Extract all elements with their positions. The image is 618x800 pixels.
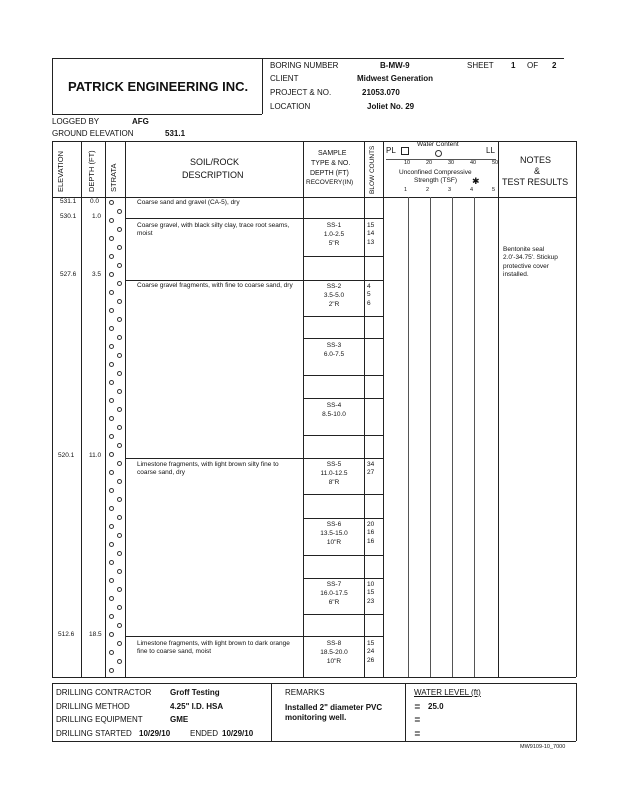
sample-block: [305, 222, 363, 248]
location-label: LOCATION: [270, 102, 311, 111]
strata-gravel-symbol: [109, 380, 114, 385]
sample-header-line4: RECOVERY(IN): [306, 179, 354, 186]
client-value: Midwest Generation: [357, 74, 434, 83]
remarks-label: REMARKS: [285, 688, 325, 697]
blow-counts-header: BLOW COUNTS: [369, 145, 376, 194]
strata-gravel-symbol: [109, 344, 114, 349]
strata-gravel-symbol: [117, 641, 122, 646]
sample-header-line3: DEPTH (FT): [310, 170, 349, 177]
strata-gravel-symbol: [117, 407, 122, 412]
sheet-label: SHEET: [467, 61, 494, 70]
scale-tick-label: 5: [492, 187, 496, 193]
sheet-total: 2: [552, 61, 557, 70]
strata-gravel-symbol: [109, 200, 114, 205]
scale-tick-label: 40: [470, 160, 477, 166]
strata-gravel-symbol: [109, 290, 114, 295]
strata-gravel-symbol: [109, 452, 114, 457]
location-value: Joliet No. 29: [367, 102, 415, 111]
strata-gravel-symbol: [117, 371, 122, 376]
blow-count: 4: [367, 283, 371, 290]
elevation-header: ELEVATION: [56, 151, 65, 192]
blow-count: 10: [367, 581, 375, 588]
pl-label: PL: [386, 146, 396, 155]
scale-tick-label: 10: [404, 160, 411, 166]
blow-counts: [367, 461, 383, 478]
strata-gravel-symbol: [117, 551, 122, 556]
blow-count: 23: [367, 597, 375, 605]
blow-count: 16: [367, 529, 375, 537]
soil-header-line1: SOIL/ROCK: [190, 157, 240, 167]
strata-gravel-symbol: [109, 596, 114, 601]
sample-recovery: 8"R: [328, 478, 340, 486]
strata-gravel-symbol: [117, 353, 122, 358]
water-level-icon: ≣: [414, 729, 421, 738]
sample-id: SS-3: [326, 342, 342, 349]
client-label: CLIENT: [270, 74, 299, 83]
bentonite-note: Bentonite seal 2.0'-34.75'. Stickup protective cover installed.: [503, 246, 558, 279]
sample-depth: 11.0-12.5: [320, 469, 348, 477]
strata-gravel-symbol: [117, 479, 122, 484]
drilling-method-label: DRILLING METHOD: [56, 702, 130, 711]
layer-elevation: 520.1: [58, 452, 75, 459]
strata-gravel-symbol: [117, 317, 122, 322]
strata-gravel-symbol: [117, 335, 122, 340]
sheet-of-label: OF: [527, 61, 539, 70]
layer-description: Coarse sand and gravel (CA-5), dry: [137, 199, 240, 206]
sample-depth: 18.5-20.0: [320, 648, 348, 656]
sample-depth: 13.5-15.0: [320, 529, 348, 537]
ground-elevation-label: GROUND ELEVATION: [52, 129, 134, 138]
blow-count: 34: [367, 461, 375, 468]
ucs-label-line2: Strength (TSF): [414, 177, 457, 184]
strata-gravel-symbol: [109, 362, 114, 367]
water-level-label: WATER LEVEL (ft): [414, 688, 481, 697]
strata-gravel-symbol: [117, 659, 122, 664]
layer-description: Limestone fragments, with light brown to dark orange fine to coarse sand, moist: [137, 640, 290, 656]
strata-gravel-symbol: [109, 416, 114, 421]
strata-gravel-symbol: [117, 227, 122, 232]
sheet-number: 1: [511, 61, 516, 70]
sample-header-line1: SAMPLE: [318, 150, 347, 157]
drilling-ended-label: ENDED: [190, 729, 219, 738]
sample-header-line2: TYPE & NO.: [311, 160, 351, 167]
soil-header-line2: DESCRIPTION: [182, 170, 244, 180]
plastic-limit-symbol: [401, 147, 409, 155]
sample-depth: 1.0-2.5: [323, 230, 345, 238]
water-level-icon: ≣: [414, 702, 421, 711]
ucs-label-line1: Unconfined Compressive: [399, 169, 472, 176]
sample-recovery: 6"R: [328, 598, 340, 606]
ground-elevation-value: 531.1: [165, 129, 186, 138]
strata-gravel-symbol: [109, 542, 114, 547]
layer-elevation: 527.6: [60, 271, 77, 278]
sample-depth: 16.0-17.5: [320, 589, 348, 597]
layer-depth: 3.5: [92, 271, 102, 278]
strata-gravel-symbol: [109, 524, 114, 529]
layer-description: Coarse gravel fragments, with fine to coarse sand, dry: [137, 282, 293, 289]
scale-tick-label: 20: [426, 160, 433, 166]
strata-gravel-symbol: [117, 425, 122, 430]
sample-block: [305, 402, 363, 420]
blow-count: 26: [367, 656, 375, 664]
depth-header: DEPTH (FT): [87, 150, 96, 192]
blow-counts: [367, 521, 383, 546]
sample-depth: 3.5-5.0: [323, 291, 345, 299]
strata-gravel-symbol: [109, 488, 114, 493]
blow-count: 15: [367, 589, 375, 597]
blow-count: 15: [367, 640, 375, 647]
notes-header-line2: &: [534, 166, 541, 176]
blow-count: 20: [367, 521, 375, 528]
sample-id: SS-6: [326, 521, 342, 528]
water-level-value: 25.0: [428, 702, 444, 711]
blow-counts: [367, 640, 383, 665]
scale-tick-label: 1: [404, 187, 408, 193]
strata-gravel-symbol: [109, 308, 114, 313]
sample-recovery: 2"R: [328, 300, 340, 308]
layer-depth: 11.0: [89, 452, 102, 459]
sample-recovery: 10"R: [326, 538, 342, 546]
sample-block: [305, 640, 363, 666]
strata-gravel-symbol: [117, 299, 122, 304]
sample-block: [305, 283, 363, 309]
remarks-value: Installed 2" diameter PVC monitoring well.: [285, 703, 383, 722]
sample-id: SS-2: [326, 283, 342, 290]
strata-gravel-symbol: [117, 587, 122, 592]
sample-recovery: 10"R: [326, 657, 342, 665]
drilling-contractor-label: DRILLING CONTRACTOR: [56, 688, 152, 697]
boring-number-label: BORING NUMBER: [270, 61, 339, 70]
strata-gravel-symbol: [109, 560, 114, 565]
drilling-started-label: DRILLING STARTED: [56, 729, 132, 738]
strata-gravel-symbol: [109, 254, 114, 259]
drilling-ended-value: 10/29/10: [222, 729, 254, 738]
ll-label: LL: [486, 146, 495, 155]
strata-gravel-symbol: [109, 632, 114, 637]
sample-id: SS-8: [326, 640, 342, 647]
sample-block: [305, 342, 363, 360]
blow-count: 24: [367, 648, 375, 656]
project-label: PROJECT & NO.: [270, 88, 332, 97]
strata-gravel-symbol: [117, 281, 122, 286]
layer-depth: 1.0: [92, 213, 102, 220]
strata-gravel-symbol: [117, 209, 122, 214]
logged-by-label: LOGGED BY: [52, 117, 100, 126]
strata-gravel-symbol: [109, 236, 114, 241]
notes-header-line3: TEST RESULTS: [502, 177, 569, 187]
strata-gravel-symbol: [117, 533, 122, 538]
strata-gravel-symbol: [117, 515, 122, 520]
strata-gravel-symbol: [117, 245, 122, 250]
notes-header-line1: NOTES: [520, 155, 552, 165]
sample-id: SS-5: [326, 461, 342, 468]
strata-gravel-symbol: [109, 614, 114, 619]
sample-depth: 8.5-10.0: [322, 410, 346, 418]
scale-tick-label: 2: [426, 187, 430, 193]
blow-count: 16: [367, 537, 375, 545]
ucs-symbol: ✱: [472, 176, 480, 186]
strata-gravel-symbol: [117, 569, 122, 574]
drilling-equipment-value: GME: [170, 715, 189, 724]
blow-counts: [367, 581, 383, 606]
layer-elevation: 531.1: [60, 198, 77, 205]
strata-gravel-symbol: [109, 434, 114, 439]
strata-gravel-symbol: [109, 650, 114, 655]
sample-id: SS-1: [326, 222, 342, 229]
layer-depth: 18.5: [89, 631, 102, 638]
blow-count: 27: [367, 469, 375, 477]
blow-count: 13: [367, 238, 375, 246]
strata-gravel-symbol: [109, 470, 114, 475]
drilling-contractor-value: Groff Testing: [170, 688, 220, 697]
strata-graphic: [106, 198, 125, 676]
sample-block: [305, 581, 363, 607]
strata-gravel-symbol: [109, 398, 114, 403]
water-content-label: Water Content: [417, 141, 459, 148]
sample-block: [305, 461, 363, 487]
layer-elevation: 530.1: [60, 213, 77, 220]
drilling-started-value: 10/29/10: [139, 729, 171, 738]
drilling-method-value: 4.25" I.D. HSA: [170, 702, 224, 711]
form-code: MW9109-10_7000: [520, 744, 566, 750]
strata-gravel-symbol: [109, 578, 114, 583]
strata-gravel-symbol: [109, 218, 114, 223]
layer-description: Coarse gravel, with black silty clay, trace root seams, moist: [137, 222, 290, 238]
sample-id: SS-7: [326, 581, 342, 588]
blow-count: 14: [367, 230, 375, 238]
sample-id: SS-4: [326, 402, 342, 409]
scale-tick-label: 3: [448, 187, 452, 193]
boring-number-value: B-MW-9: [380, 61, 410, 70]
drilling-equipment-label: DRILLING EQUIPMENT: [56, 715, 143, 724]
water-level-icon: ≣: [414, 715, 421, 724]
strata-gravel-symbol: [117, 623, 122, 628]
strata-gravel-symbol: [109, 326, 114, 331]
blow-counts: [367, 283, 383, 308]
sample-depth: 6.0-7.5: [323, 350, 345, 358]
project-value: 21053.070: [362, 88, 400, 97]
strata-gravel-symbol: [117, 263, 122, 268]
strata-gravel-symbol: [117, 461, 122, 466]
scale-tick-label: 4: [470, 187, 474, 193]
strata-gravel-symbol: [117, 389, 122, 394]
layer-depth: 0.0: [90, 198, 100, 205]
strata-gravel-symbol: [109, 506, 114, 511]
layer-elevation: 512.6: [58, 631, 75, 638]
strata-gravel-symbol: [117, 497, 122, 502]
water-content-symbol: [435, 150, 442, 157]
company-name: PATRICK ENGINEERING INC.: [68, 79, 249, 94]
blow-count: 6: [367, 299, 371, 307]
strata-header: STRATA: [109, 163, 118, 192]
blow-counts: [367, 222, 383, 247]
strata-gravel-symbol: [117, 605, 122, 610]
scale-tick-label: 30: [448, 160, 455, 166]
strata-gravel-symbol: [109, 272, 114, 277]
sample-recovery: 5"R: [328, 239, 340, 247]
scale-tick-label: 50: [492, 160, 499, 166]
strata-gravel-symbol: [117, 443, 122, 448]
logged-by-value: AFG: [132, 117, 149, 126]
blow-count: 15: [367, 222, 375, 229]
sample-block: [305, 521, 363, 547]
strata-gravel-symbol: [109, 668, 114, 673]
layer-description: Limestone fragments, with light brown silty fine to coarse sand, dry: [137, 461, 279, 477]
blow-count: 5: [367, 291, 371, 299]
